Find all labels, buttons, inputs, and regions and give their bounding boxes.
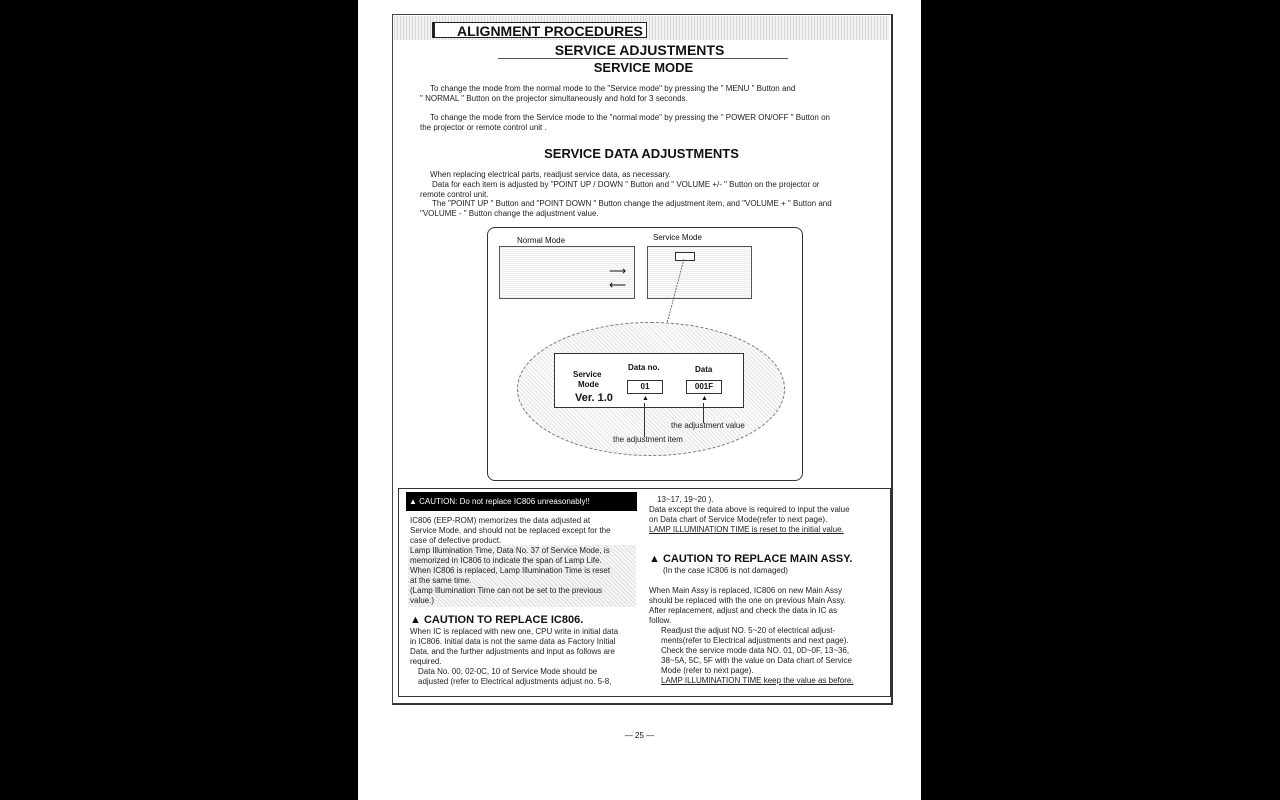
pointer-line	[644, 403, 645, 437]
data-no-label: Data no.	[628, 363, 660, 372]
main-assy-text-underlined: LAMP ILLUMINATION TIME keep the value as before.	[661, 676, 854, 685]
intro-line: To change the mode from the normal mode to the "Service mode" by pressing the " MENU " Button and	[430, 84, 796, 93]
intro-line: the projector or remote control unit .	[420, 123, 547, 132]
ic806-text: Data No. 00, 02-0C, 10 of Service Mode should be	[418, 667, 598, 676]
main-assy-text: Mode (refer to next page).	[661, 666, 754, 675]
caution-text: case of defective product.	[410, 536, 502, 545]
adjustment-item-label: the adjustment item	[613, 435, 683, 444]
main-assy-subtitle: (In the case IC806 is not damaged)	[663, 566, 788, 575]
caution-text: IC806 (EEP-ROM) memorizes the data adjusted at	[410, 516, 591, 525]
lamp-note-text: Lamp Illumination Time, Data No. 37 of Service Mode, is	[410, 546, 610, 555]
arrow-right-icon: ⟶	[609, 264, 627, 278]
lamp-note-text: value.)	[410, 596, 435, 605]
document-page	[358, 0, 921, 800]
main-assy-text: After replacement, adjust and check the data in IC as	[649, 606, 838, 615]
ic806-text: adjusted (refer to Electrical adjustments adjust no. 5-8,	[418, 677, 612, 686]
service-mode-label: Service Mode	[653, 233, 702, 242]
intro-line: " NORMAL " Button on the projector simultaneously and hold for 3 seconds.	[420, 94, 688, 103]
data-text-line: "VOLUME - " Button change the adjustment value.	[420, 209, 599, 218]
section-header: ALIGNMENT PROCEDURES	[432, 22, 647, 38]
data-text-line: remote control unit.	[420, 190, 489, 199]
pointer-line	[703, 403, 704, 423]
ic806-text: Data, and the further adjustments and input as follows are	[410, 647, 616, 656]
data-no-box: 01	[627, 380, 663, 394]
data-text-line: When replacing electrical parts, readjust service data, as necessary.	[430, 170, 671, 179]
data-text-line: The "POINT UP " Button and "POINT DOWN " Button change the adjustment item, and "VOLUME + " Button and	[432, 199, 832, 208]
lamp-note-text: at the same time.	[410, 576, 472, 585]
up-arrow-icon: ▲	[642, 395, 649, 402]
main-assy-text: ments(refer to Electrical adjustments and next page).	[661, 636, 849, 645]
sub-title: SERVICE MODE	[593, 60, 694, 75]
ic806-caution-heading: ▲ CAUTION TO REPLACE IC806.	[410, 614, 584, 626]
lamp-note-text: memorized in IC806 to indicate the span of Lamp Life.	[410, 556, 602, 565]
lamp-note-text: (Lamp Illumination Time can not be set to the previous	[410, 586, 603, 595]
page-number: — 25 —	[624, 731, 655, 740]
up-arrow-icon: ▲	[701, 395, 708, 402]
ic806-text: When IC is replaced with new one, CPU write in initial data	[410, 627, 619, 636]
panel-version: Ver. 1.0	[575, 392, 613, 404]
ic806-text: required.	[410, 657, 442, 666]
right-text: 13~17, 19~20 ).	[657, 495, 714, 504]
right-text: Data except the data above is required to input the value	[649, 505, 850, 514]
data-adjust-title: SERVICE DATA ADJUSTMENTS	[544, 146, 739, 161]
lamp-note-text: When IC806 is replaced, Lamp Illumination Time is reset	[410, 566, 611, 575]
main-assy-text: should be replaced with the one on previous Main Assy.	[649, 596, 846, 605]
main-assy-caution-heading: ▲ CAUTION TO REPLACE MAIN ASSY.	[649, 553, 853, 565]
title-underline	[498, 58, 788, 59]
right-text-underlined: LAMP ILLUMINATION TIME is reset to the initial value.	[649, 525, 844, 534]
right-text: on Data chart of Service Mode(refer to next page).	[649, 515, 828, 524]
main-assy-text: 38~5A, 5C, 5F with the value on Data chart of Service	[661, 656, 852, 665]
panel-mode-label: Mode	[578, 380, 599, 389]
data-label: Data	[695, 365, 713, 374]
adjustment-value-label: the adjustment value	[671, 421, 745, 430]
caution-text: Service Mode, and should not be replaced except for the	[410, 526, 611, 535]
main-title: SERVICE ADJUSTMENTS	[554, 42, 725, 58]
arrow-left-icon: ⟵	[609, 278, 627, 292]
intro-line: To change the mode from the Service mode to the "normal mode" by pressing the " POWER ON/OFF " Button on	[430, 113, 830, 122]
main-assy-text: When Main Assy is replaced, IC806 on new Main Assy	[649, 586, 842, 595]
normal-mode-label: Normal Mode	[517, 236, 566, 245]
ic806-text: in IC806. Initial data is not the same data as Factory Initial	[410, 637, 616, 646]
caution-bar: ▲ CAUTION: Do not replace IC806 unreasonably!!	[406, 492, 637, 511]
main-assy-text: Check the service mode data NO. 01, 0D~0F, 13~36,	[661, 646, 850, 655]
data-text-line: Data for each item is adjusted by "POINT UP / DOWN " Button and " VOLUME +/- " Button on the projector or	[432, 180, 820, 189]
main-assy-text: follow.	[649, 616, 672, 625]
panel-service-label: Service	[573, 370, 602, 379]
data-value-box: 001F	[686, 380, 722, 394]
main-assy-text: Readjust the adjust NO. 5~20 of electrical adjust-	[661, 626, 836, 635]
